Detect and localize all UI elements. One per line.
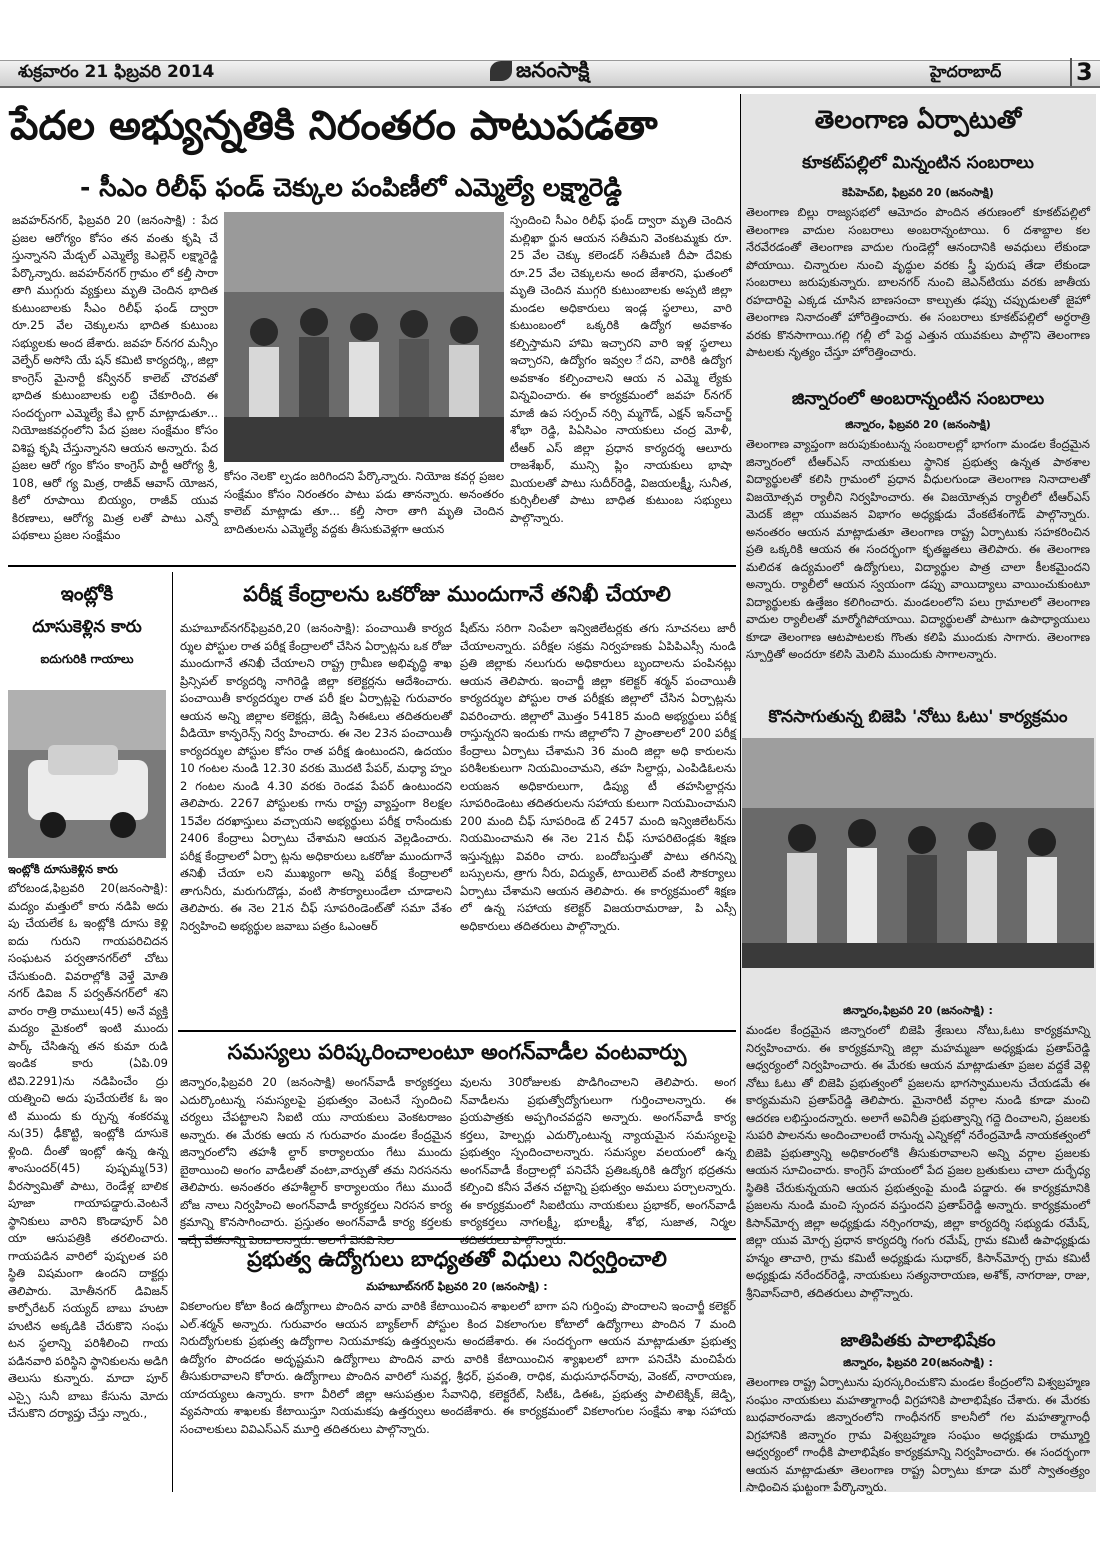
employee-headline: ప్రభుత్వ ఉద్యోగులు బాధ్యతతో విధులు నిర్వర్తించాలి (247, 1247, 667, 1271)
lead-subheadline: - సీఎం రిలీఫ్ ఫండ్ చెక్కుల పంపిణీలో ఎమ్మెల్యే లక్ష్మారెడ్డి (80, 173, 622, 202)
lead-headline: పేదల అభ్యున్నతికి నిరంతరం పాటుపడతా (10, 103, 658, 149)
employee-body: వికలాంగుల కోటా కింద ఉద్యోగాలు పొందిన వారు వారికి కేటాయించిన శాఖలలో బాగా పని గుర్తింపు పొందాలని ఇంచార్జీ కలెక్టర్ ఎల్.శర్మన్ అన్నారు. గురువారం ఆయన బ్యాక్‌లాగ్ పోస్టుల కింద వికలాంగుల కోటాలో ఉద్యోగాలు పొందిన 7 మంది నిరుద్యోగులకు ప్రభుత్వ ఉద్యోగాల నియమాకపు ఉత్తర్వులను అందజేశారు. ఈ సందర్బంగా ఆయన మాట్లాడుతూ ప్రభుత్వ ఉద్యోగం పొందడం అదృష్టమని ఉద్యోగాలు పొందిన వారు వారికి కేటాయించిన శ్యాఖలలో బాగా పనిచేసి మంచిపేరు తీసుకురావాలని కోరారు. ఉద్యోగాలు పొందిన వారిలో సువర్ణ, శ్రీధర్, ప్రవంతి, రాధిక, మధుసూధన్‌రావు, వెంకట్, నారాయణ, యాదయ్యలు ఉన్నారు. కాగా వీరిలో జిల్లా ఆసుపత్రుల సేవానిధి, కలెక్టరేట్, సిటీఓ, డిఈఓ, ప్రభుత్వ పాలిటెక్నిక్, జెడ్పి, వ్యవసాయ శాఖలకు కేటాయిస్తూ నియమకపు ఉత్తర్వులు అందజేశారు. ఈ కార్యక్రమంలో వికలాంగుల సంక్షేమ శాఖ సహాయ సంచాలకులు వివిఎస్ఎన్ మూర్తి తదితరులు పాల్గొన్నారు. (180, 1299, 736, 1436)
car-photo (8, 690, 166, 858)
issue-date: శుక్రవారం 21 ఫిబ్రవరి 2014 (18, 62, 215, 82)
palabhishekam-body: తెలంగాణ రాష్ట్ర ఏర్పాటును పురస్కరించుకొని మండల కేంద్రంలోని విశ్వబ్రహ్మణ సంఘం నాయకులు మహత్మాగాంధీ విగ్రహానికి పాలాభిషేకం చేశారు. ఈ మేరకు బుధవారంనాడు జిన్నారంలోని గాంధీనగర్ కాలనీలో గల మహత్మాగాంధీ విగ్రహానికి జిన్నారం గ్రామ విశ్వబ్రహ్మణ సంఘం అధ్యక్షుడు రామ్మూర్తి ఆధ్వర్యంలో గాంధీకి పాలాభిషేకం కార్యక్రమాన్ని నిర్వహించారు. ఈ సందర్భంగా ఆయన మాట్లాడుతూ తెలంగాణ రాష్ట్ర ఏర్పాటు కూడా మరో స్వాతంత్ర్యం సాధించిన ఘట్టంగా పేర్కొన్నారు. (746, 1375, 1090, 1494)
bjp-dateline: జిన్నారం,ఫిబ్రవరి 20 (జనంసాక్షి) : (843, 1004, 993, 1017)
divider (8, 565, 736, 567)
crowd-photo-icon (224, 212, 504, 462)
column-rule (740, 94, 741, 1492)
palabhishekam-dateline: జిన్నారం, ఫిబ్రవరి 20(జనంసాక్షి) : (843, 1356, 993, 1369)
telangana-headline: తెలంగాణ ఏర్పాటుతో (814, 105, 1022, 134)
kukatpally-dateline: కెపిహెచ్‌బి, ఫిబ్రవరి 20 (జనంసాక్షి) (842, 186, 994, 199)
bjp-photo (742, 738, 1094, 968)
car-photo-icon (8, 690, 166, 858)
edition-city: హైదరాబాద్ (930, 62, 1002, 81)
anganwadi-column-2: వులను 30రోజులకు పొడిగించాలని తెలిపారు. అంగ న్‌వాడీలను ప్రభుత్వోద్యోగులుగా గుర్తించాలన్నారు. ఈ ప్రయపాత్రకు అప్పగించవద్దని అన్నారు. అంగన్‌వాడీ కార్య కర్తలు, హెల్పర్లు ఎదుర్కొంటున్న న్యాయమైన సమస్యలపై ప్రభుత్వం స్పందించాలన్నారు. సమస్యల వలయంలో ఉన్న అంగన్‌వాడీ కేంద్రాలల్లో పనిచేసే ప్రతిఒక్కరికి ఉద్యోగ భద్రతను కల్పించి కనీస వేతన చట్టాన్ని ప్రభుత్వం అమలు పర్చాలన్నారు. ఈ కార్యక్రమంలో సిఐటియు నాయకులు ప్రభాకర్, అంగన్‌వాడీ కార్యకర్తలు నాగలక్ష్మీ, భూలక్ష్మీ, శోభ, సుజాత, నిర్మల (460, 1075, 736, 1229)
page-number: 3 (1070, 58, 1093, 86)
jinnaram-celebration-body: తెలంగాణ వ్యాప్తంగా జరుపుకుంటున్న సంబరాలల్లో భాగంగా మండల కేంద్రమైన జిన్నారంలో టీఆర్ఎస్ నాయకులు స్థానిక ప్రభుత్వ ఉన్నత పాఠశాల విద్యార్థులతో కలిసి గ్రామంలో ప్రధాన వీధులగుండా తెలంగాణ నినాదాలతో విజయోత్సవ ర్యాలీని నిర్వహించారు. ఈ విజయోత్సవ ర్యాలీలో టీఆర్ఎస్ మెదక్ జిల్లా యువజన విభాగం అధ్యక్షుడు వేంకటేశంగౌడ్ పాల్గొన్నారు. అనంతరం ఆయన మాట్లాడుతూ తెలంగాణ రాష్ట్ర ఏర్పాటుకు సహకరించిన ప్రతి ఒక్కరికి ఆయన ఈ సందర్భంగా కృతజ్ఞతలు తెలిపారు. ఈ తెలంగాణ మలిదశ ఉద్యమంలో ఉద్యోగులు, విద్యార్థుల పాత్ర చాలా కీలకమైందని అన్నారు. ర్యాలీలో ఆయన స్వయంగా డప్పు వాయిద్యాలు వాయించుకుంటూ విద్యార్థులకు ఉత్తేజం కలిగించారు. మండలంలోని పలు గ్రామాలలో తెలంగాణ వాదుల ర్యాలీలతో మార్మోగిపోయాయి. విద్యార్థులతో పాటుగా ఉపాధ్యాయులు కూడా తెలంగాణ ఆటపాటలకు గొంతు కలిపి ముందుకు సాగారు. తెలంగాణ స్పూర్తితో అందరూ కలిసి మెలిసి ముందుకు సాగాలన్నారు. (746, 437, 1090, 661)
employee-dateline: మహబూబ్‌నగర్ ఫిబ్రవరి 20 (జనంసాక్షి) : (366, 1280, 548, 1293)
kukatpally-subheadline: కూకట్‌పల్లిలో మిన్నంటిన సంబరాలు (802, 153, 1034, 173)
car-body: బోరబండ,ఫిబ్రవరి 20(జనంసాక్షి): మద్యం మత్తులో కారు నడిపి అదు పు చేయలేక ఓ ఇంట్లోకి దూసు కెళ్లి ఐదు గురుని గాయపరిచిదన సంఘటన పర్వతానగర్‌లో చోటు చేసుకుంది. వివరాల్లోకి వెళ్తే మోతి నగర్ డివిజ న్ పర్వత్‌నగర్‌లో శని వారం రాత్రి రాములు(45) అనే వ్యక్తి మద్యం మైకంలో ఇంటి ముందు పార్క్ చేసిఉన్న తన కుమా రుడి ఇండిక కారు (ఏపి.09 టివి.2291)ను నడిపించేం ద్రు యత్నించి అదు పుచేయలేక ఓ ఇం టి ముందు కు ర్చున్న శంకరమ్మ ను(35) ఢీకొట్టి, ఇంట్లోకి దూసుకె ళ్లింది. దీంతో ఇంట్లో ఉన్న ఉన్న శాంసుందర్(45) పుష్పమ్మ(53) వీరస్వామితో పాటు, రెండేళ్ల బాలిక పూజా గాయాపడ్డారు.వెంటనే స్థానికులు వారిని కొండాపూర్ ఏరి యా ఆసుపత్రికి తరలించారు. గాయపడిన వారిలో పుష్పలత పరి స్థితి విషమంగా ఉందని దాక్టర్లు తెలిపారు. మోతీనగర్ డివిజన్ కార్పోరేటర్ సయ్యద్ బాబు హుటా హుటిన అక్కడికి చేరుకొని సంఘ టన స్థలాన్ని పరిశీలించి గాయ పడినవారి పరిస్థిని స్థానికులను అడిగి తెలుసు కున్నారు. మాదా పూర్ ఎస్సై సునీ బాబు కేసును మోదు చేసుకొని దర్యాప్తు చేస్తు న్నారు., (8, 881, 168, 1420)
bjp-note-vote-headline: కొనసాగుతున్న బిజెపి 'నోటు ఓటు' కార్యక్రమం (768, 707, 1068, 727)
car-headline-3: ఐదుగురికి గాయాలు (40, 652, 134, 666)
palabhishekam-headline: జాతిపితకు పాలాభిషేకం (840, 1331, 996, 1351)
exam-column-1: మహబూబ్‌నగర్‌ఫిబ్రవరి,20 (జనంసాక్షి): పంచాయితీ కార్యద ర్శుల పోస్టుల రాత పరీక్ష కేంద్రాలలో చేసిన ఏర్పాట్లను ఒక రోజు ముందుగానే తనిఖీ చేయాలని రాష్ట్ర గ్రామీణ అభివృద్ధి శాఖ ప్రిన్సిపల్ కార్యదర్శి నాగిరెడ్డి జిల్లా కలెక్టర్లను ఆదేశించారు. పంచాయితీ కార్యదర్శుల రాత పరీ క్షల ఏర్పాట్లపై గురువారం ఆయన అన్ని జిల్లాల కలెక్టర్లు, జెడ్పి సిఈఓలు తదితరులతో వీడియో కాన్ఫరెన్స్ నిర్వ హించారు. ఈ నెల 23న పంచాయితీ కార్యదర్శుల పోస్టుల కోసం రాత పరీక్ష ఉంటుందని, ఉదయం 10 గంటల నుండి 12.30 వరకు మొదటి పేపర్, మధ్యా హ్నం 2 గంటల నుండి 4.30 వరకు రెండవ పేపర్ ఉంటుందని తెలిపారు. 2267 పోస్టులకు గాను రాష్ట్ర వ్యాప్తంగా 8లక్షల 15వేల దరఖాస్తులు వచ్చాయని అభ్యర్థులు పరీక్ష రాసేందుకు 2406 కేంద్రాలు ఏర్పాటు చేశామని ఆయన వెల్లడించారు. పరీక్ష కేంద్రాలలో ఏర్పా ట్లను అధికారులు ఒకరోజు ముందుగానే తనిఖీ చేయా లని ముఖ్యంగా అన్ని పరీక్ష కేంద్రాలలో తాగునీరు, మరుగుదొడ్లు, వంటి సౌకర్యాలుండేలా చూడాలని తెలిపారు. ఈ నెల 21న చీఫ్ సూపరిండెంట్‌తో సమా వేశం నిర్వహించి అభ్యర్థుల జవాబు పత్రం ఓఎంఆర్ (180, 621, 452, 933)
lead-column-2-bottom: కోసం నెలకొ ల్పడం జరిగిందని పేర్కొన్నారు. నియోజ కవర్గ ప్రజల సంక్షేమం కోసం నిరంతరం పాటు పడు తానన్నారు. అనంతరం కాలెబ్ మాట్లాడు తూ... కల్తీ సారా తాగి మృతి చెందిన బాదితులను ఎమ్మెల్యే వద్దకు తీసుకువెళ్లగా ఆయన (224, 469, 504, 536)
bjp-body: మండల కేంద్రమైన జిన్నారంలో బిజెపి శ్రేణులు నోటు,ఓటు కార్యక్రమాన్ని నిర్వహించారు. ఈ కార్యక్రమాన్ని జిల్లా మహమ్మజూ అధ్యక్షుడు ప్రతాప్‌రెడ్డి ఆధ్వర్యంలో నిర్వహించారు. ఈ మేరకు ఆయన మాట్లాడుతూ ప్రజల వద్దకే వెళ్లి నోటు ఓటు తో బిజెపి ప్రభుత్వంలో ప్రజలను భాగస్వాములను చేయడమే ఈ కార్యమమని ప్రతాప్‌రెడ్డి తెలిపారు. మైనారిటీ వర్గాల నుండి కూడా మంచి ఆదరణ లభిస్తుందన్నారు. అలాగే అవినీతి ప్రభుత్వాన్ని గద్దె దించాలని, ప్రజలకు సుపరి పాలనను అందించాలంటే రానున్న ఎన్నికల్లో నరేంద్రమోడీ నాయకత్వంలో బిజెపి ప్రభుత్వాన్ని అధికారంలోకి తీసుకురావాలని అన్ని వర్గాల ప్రజలకు ఆయన సూచించారు. కాంగ్రెస్ హయంలో పేద ప్రజల బ్రతుకులు చాలా దుర్భేధ్య స్థితికి చేరుకున్నయని ఆయన ప్రభుత్వంపై మండి పడ్డారు. ఈ కార్యక్రమానికి ప్రజలను నుండి మంచి స్పందన వస్తుందని ప్రతాప్‌రెడ్డి అన్నారు. కార్యక్రమంలో కిసాన్‌మోర్చ జిల్లా అధ్యక్షుడు నర్సింగరావు, జిల్లా కార్యదర్శి సభ్యుడు రమేష్, జిల్లా యువ మోర్చ ప్రధాన కార్యదర్శి గంగు రమేష్, గ్రామ కమిటీ ఉపాధ్యక్షుడు హన్మం తాచారి, గ్రామ కమిటీ అధ్యక్షుడు సుధాకర్, కిసాన్‌మోర్చ గ్రామ కమిటీ అధ్యక్షుడు నరేందర్‌రెడ్డి, నాయకులు సత్యనారాయణ, అశోక్, నాగరాజు, రాజు, శ్రీనివాస్‌చారి, తదితరులు పాల్గొన్నారు. (746, 1023, 1090, 1300)
lead-column-1: జవహర్‌నగర్, ఫిబ్రవరి 20 (జనంసాక్షి) : పేద ప్రజల ఆరోగ్యం కోసం తన వంతు కృషి చే స్తున్నానని మేడ్చల్ ఎమ్మెల్యే కెఎల్లెన్ లక్ష్మారెడ్డి పేర్కొన్నారు. జవహర్‌నగర్ గ్రామం లో కల్తీ సారా తాగి ముగ్గురు వ్యక్తులు మృతి చెందిన భాదిత కుటుంబాలకు సీఎం రిలీఫ్ ఫండ్ ద్వారా రూ.25 వేల చెక్కులను భాదిత కుటుంబ సభ్యులకు అంద జేశారు. జవహ ర్‌నగర మన్సీం వెల్ఫేర్ అసోసి యే షన్ కమిటి కార్యదర్శి,, జిల్లా కాంగ్రెస్ మైనార్టీ కన్వీనర్ కాలెబ్ చొరవతో భాదిత కుటుంబాలకు లబ్ధి చేకూరింది. ఈ సందర్బంగా ఎమ్మెల్యే కేఎ ల్లార్ మాట్లాడుతూ... నియోజకవర్గంలోని పేద ప్రజల సంక్షేమం కోసం విశిష్ట కృషి చేస్తున్నానని ఆయన అన్నారు. పేద ప్రజల ఆరో గ్యం కోసం కాంగ్రెస్ పార్టీ ఆరోగ్య శ్రీ, 108, ఆరో గ్య మిత్ర, రాజీవ్ ఆవాస్ యోజన, కిలో రూపాయి బియ్యం, రాజీవ్ యువ కిరణాలు, ఆరోగ్య మిత్ర లతో పాటు ఎన్నో పథకాలు ప్రజల సంక్షేమం (12, 213, 218, 542)
anganwadi-headline: సమస్యలు పరిష్కరించాలంటూ అంగన్‌వాడీల వంటవార్పు (227, 1040, 687, 1064)
lead-column-2: స్పందించి సీఎం రిలీఫ్ ఫండ్ ద్వారా మృతి చెందిన మల్లిఖా ర్జున ఆయన సతీమని వెంకటమ్మకు రూ. 25 వేల చెక్కు కలెండర్ సతీమణి దీపా దేవికు రూ.25 వేల చెక్కులను అంద జేశారని, ఘతంలో మృతి చెందిన ముగ్గరి కుటుంబాలకు అప్పటి జిల్లా మండల అధికారులు ఇండ్ల స్థలాలు, వారి కుటుంబంలో ఒక్కరికి ఉద్యోగ అవకాశం కల్పిస్తామని హామి ఇచ్చారని వారి ఇళ్ల స్థలాలు ఇచ్చారని, ఉద్యోగం ఇవ్వల ేదని, వారికి ఉద్యోగ అవకాశం కల్పించాలని ఆయ న ఎమ్మె ల్యేకు విన్నవించారు. ఈ కార్యక్రమంలో జవహ ర్‌నగర్ మాజీ ఉప సర్పంచ్ నర్సి మ్మగౌడ్, ఎక్షన్ ఇన్‌చార్జ్ శోభా రెడ్డి, పిఏసిఎం నాయకులు చంద్ర మోళీ, టీఆర్ ఎస్ జిల్లా ప్రధాన కార్యదర్శ ఆలూరు రాజశేఖర్, మున్సి ప్లిం నాయకులు భాషా మియలతో పాటు సుదీర్‌రెడ్డి, విజయలక్ష్మీ, సునీత, కుర్సిలీలతో పాటు బాధిత కుటుంబ సభ్యులు పాల్గొన్నారు. (510, 213, 732, 525)
anganwadi-column-1: జిన్నారం,ఫిబ్రవరి 20 (జనంసాక్షి) అంగన్‌వాడీ కార్యకర్తలు ఎదుర్కొంటున్న సమస్యలపై ప్రభుత్వం వెంటనే స్పందించి చర్యలు చేపట్టాలని సిఐటి యు నాయకులు వెంకటరాజం అన్నారు. ఈ మేరకు ఆయ న గురువారం మండల కేంద్రమైన జిన్నారంలోని తహశీ ల్దార్ కార్యాలయం గేటు ముందు బైఠాయించి అంగం వాడీలతో వంటా,వార్పుతో తమ నిరసనను తెలిపారు. అనంతరం తహశీల్దార్ కార్యాలయం గేటు ముందే బోజ నాలు నిర్వహించి అంగన్‌వాడీ కార్యకర్తలు నిరసన కార్య క్రమాన్ని కొనసాగించారు. ప్రస్తుతం అంగన్‌వాడీ కార్య కర్తలకు (180, 1075, 452, 1229)
car-caption: ఇంట్లోకి దూసుకెళ్లిన కారు (8, 862, 118, 876)
masthead-logo (490, 58, 589, 88)
car-headline-1: ఇంట్లోకి (60, 583, 114, 605)
logo-leaf-icon (490, 61, 512, 81)
car-headline-2: దూసుకెళ్లిన కారు (32, 617, 142, 637)
divider (178, 1238, 736, 1240)
divider (178, 1030, 736, 1032)
jinnaram-celebration-headline: జిన్నారంలో అంబరాన్నంటిన సంబరాలు (791, 389, 1045, 409)
kukatpally-body: తెలంగాణ బిల్లు రాజ్యసభలో ఆమోదం పొందిన తరుణంలో కూకట్‌పల్లిలో తెలంగాణ వాదుల సంబరాలు అంబరాన్నంటాయి. 6 దశాబ్దాల కల నేరవేరడంతో తెలంగాణ వాదుల గుండెల్లో ఆనందానికి అవధులు లేకుండా పోయాయి. చిన్నారుల నుంచి వృద్ధుల వరకు స్త్రీ పురుష తేడా లేకుండా సంబరాలు జరుపుకున్నారు. బాలనగర్ నుంచి జెఎన్‌టియు వరకు జాతీయ రహదారిపై ఎక్కడ చూసిన బాణసంచా కాల్చుతు ఢప్పు చప్పుడులతో జైహో తెలంగాణ నినాదంతో హోరెత్తించారు. ఈ సంబరాలు కూకట్‌పల్లిలో అర్ధరాత్రి వరకు కొనసాగాయి.గల్లి గల్లీ లో పెద్ద ఎత్తున యువకులు పాల్గొని తెలంగాణ పాటలకు నృత్యం చేస్తూ హోరెత్తించారు. (746, 205, 1090, 359)
exam-column-2: షీట్‌ను సరిగా నింపేలా ఇన్విజిలేటర్లకు తగు సూచనలు జారీ చేయాలన్నారు. పరీక్షల సక్రమ నిర్వహణకు ఏపిపిఎస్సీ నుండి ప్రతి జిల్లాకు నలుగురు అధికారులు బృందాలను పంపినట్లు ఆయన తెలిపారు. ఇంచార్జీ జిల్లా కలెక్టర్ శర్మన్ పంచాయితీ కార్యదర్శుల పోస్టుల రాత పరీక్షకు జిల్లాలో చేసిన ఏర్పాట్లను వివరించారు. జిల్లాలో మొత్తం 54185 మంది అభ్యర్థులు పరీక్ష రాస్తున్నరని ఇందుకు గాను జిల్లాలోని 7 ప్రాంతాలలో 200 పరీక్ష కేంద్రాలు ఏర్పాటు చేశామని 36 మంది జిల్లా అధి కారులను పరిశీలకులుగా నియమించామని, తహ సిల్దార్లు, ఎంపిడిఓలను లయజన అధికారులుగా, డిప్యు టీ తహసిల్దార్లను సూపరిండెంటు తదితరులను సహాయ కులుగా నియమించామని 200 మంది చీఫ్ సూపరిండె ట్ 2457 మంది ఇన్విజిలేటర్‌ను నియమించామని ఈ నెల 21న చీఫ్ సూపరిటెండ్లకు శిక్షణ ఇస్తున్నట్లు వివరిం చారు. బందోబస్తుతో పాటు తగినన్ని బస్సులను, త్రాగు నీరు, విద్యుత్, టాయిలెట్ వంటి సౌకర్యాలు ఏర్పాటు చేశామని ఆయన తెలిపారు. ఈ కార్యక్రమంలో శిక్షణ లో ఉన్న సహాయ కలెక్టర్ విజయరామరాజు, పి ఎస్సీ అధికారులు తదితరులు పాల్గొన్నారు. (460, 621, 736, 933)
exam-headline: పరీక్ష కేంద్రాలను ఒకరోజు ముందుగానే తనిఖీ చేయాలి (243, 582, 671, 606)
group-photo-icon (742, 738, 1094, 968)
lead-photo (224, 212, 504, 462)
column-rule (172, 572, 173, 1492)
logo-text: జనంసాక్షి (516, 58, 590, 82)
jinnaram-celebration-dateline: జిన్నారం, ఫిబ్రవరి 20 (జనంసాక్షి) (845, 418, 991, 431)
